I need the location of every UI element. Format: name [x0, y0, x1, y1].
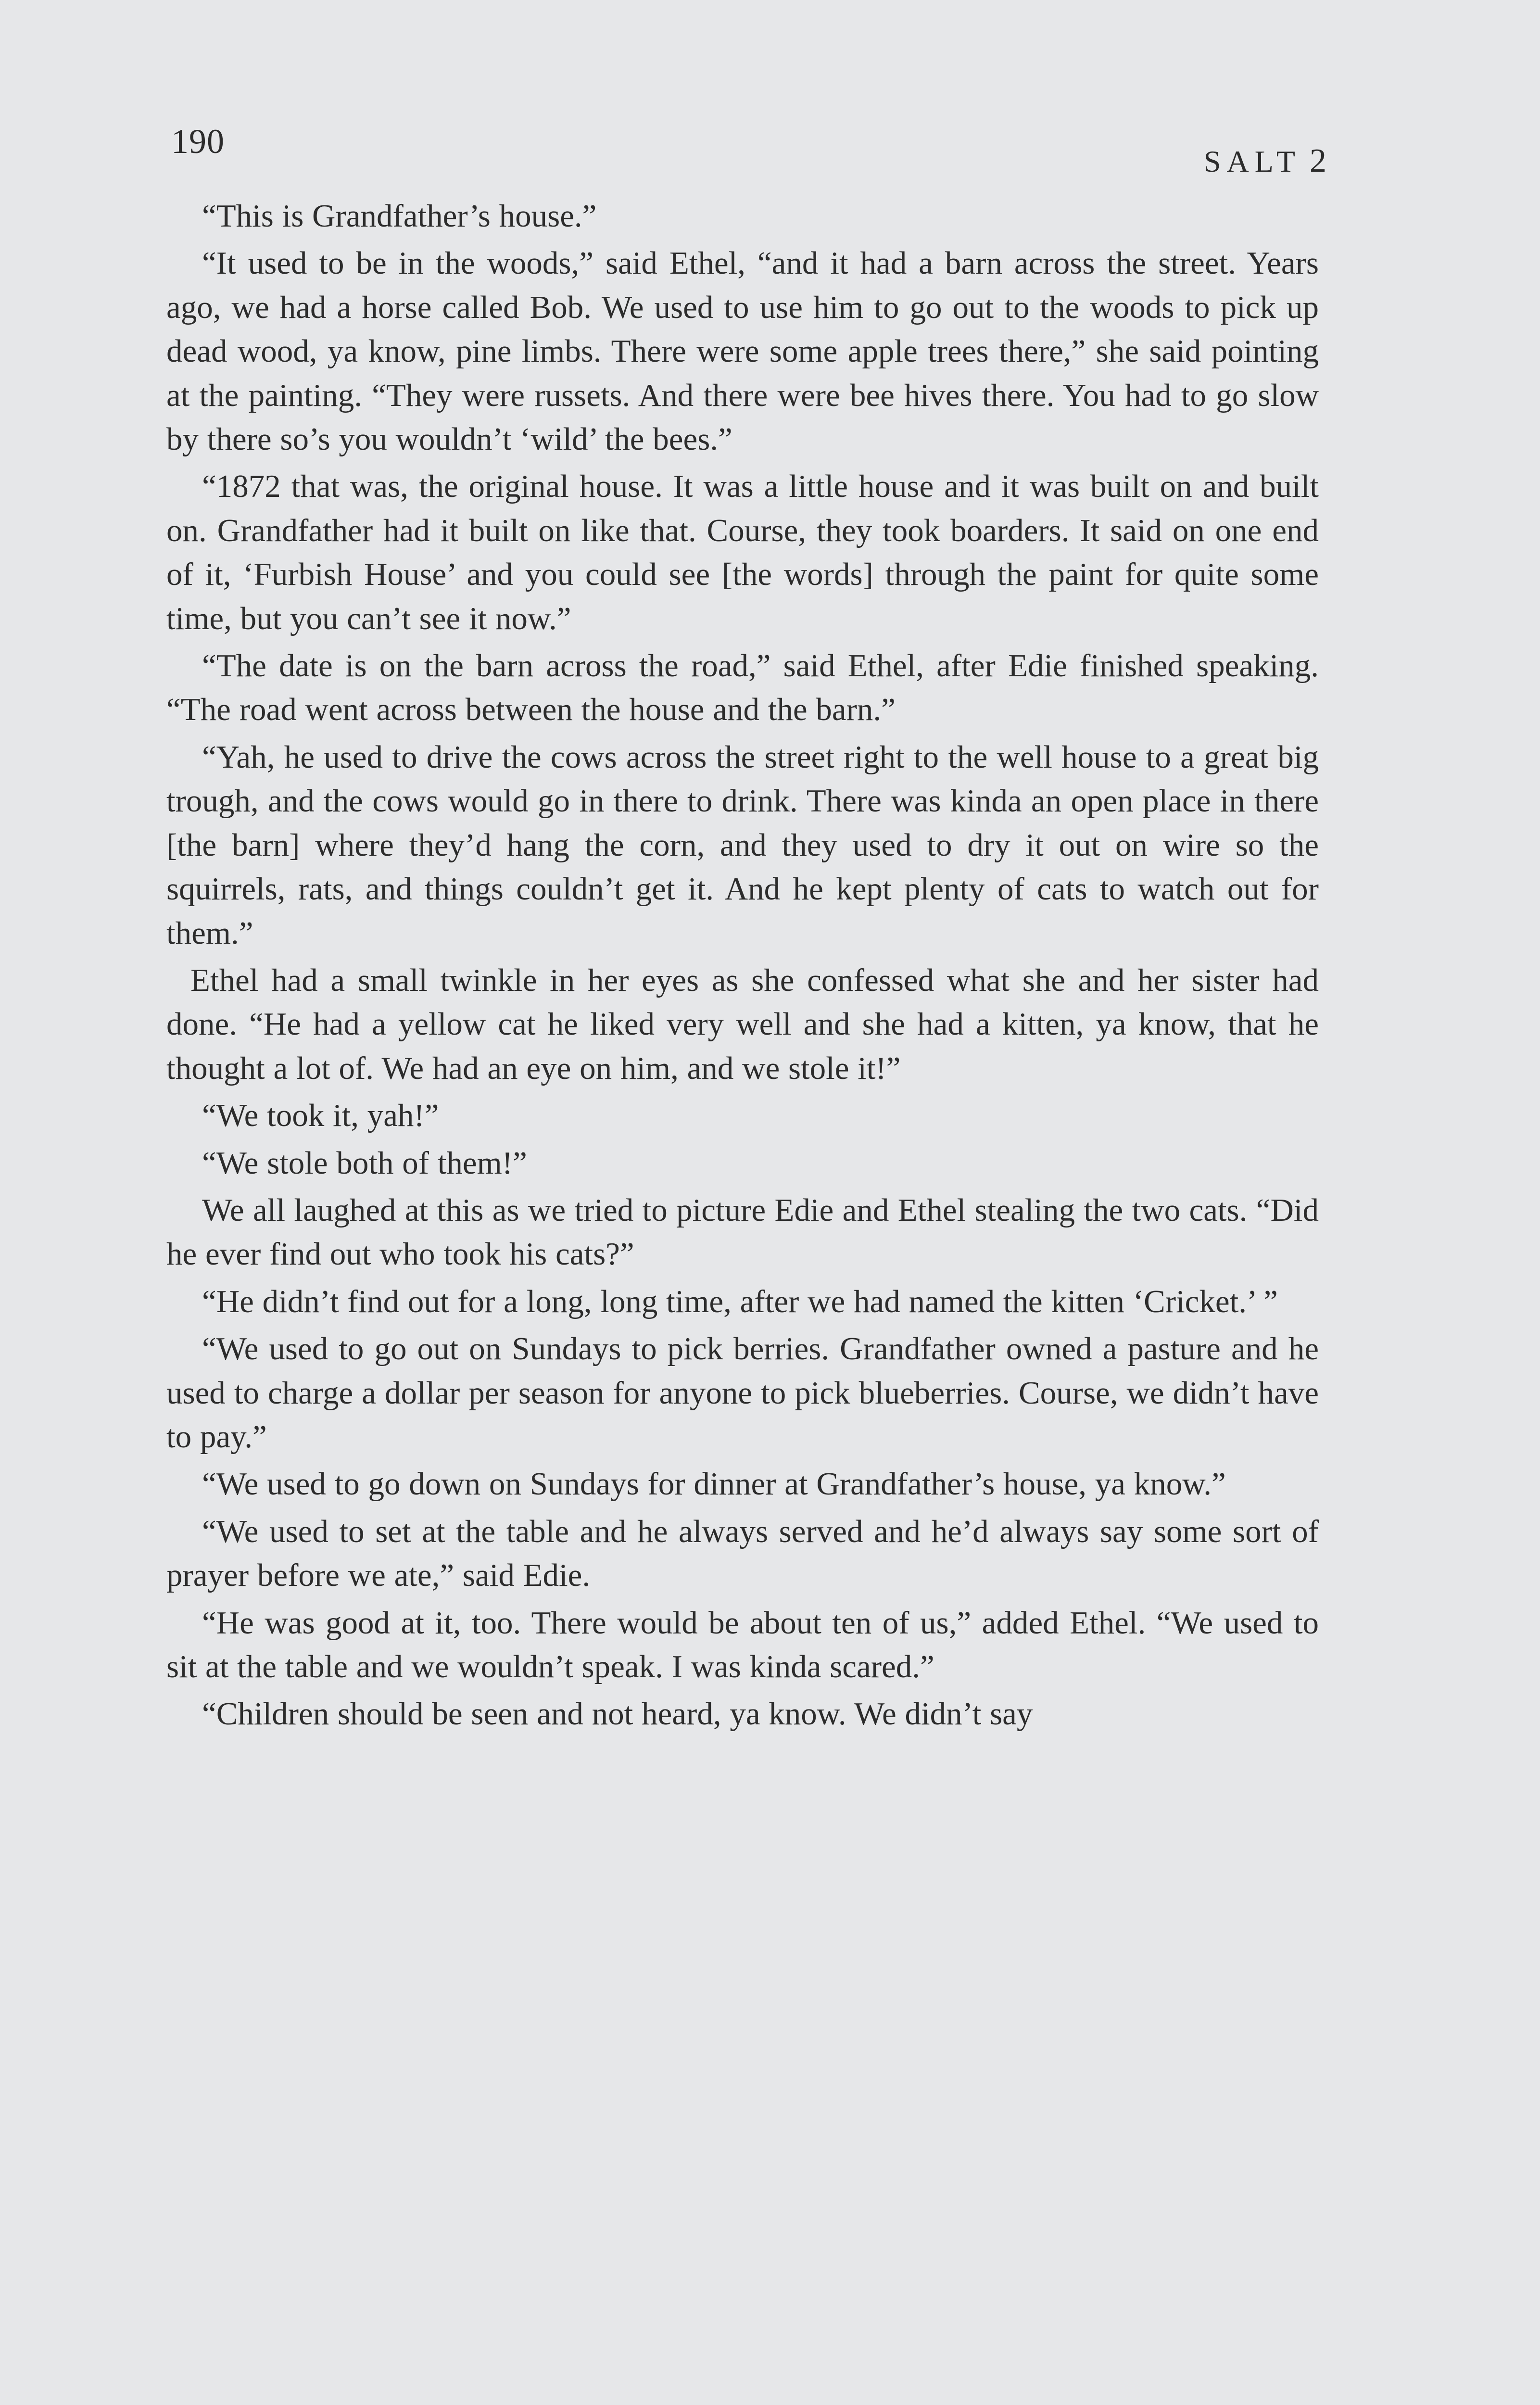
page-number: 190 — [171, 122, 225, 161]
paragraph-4: “The date is on the barn across the road,” said Ethel, after Edie finished speaking. “The road went across between the house and the barn.” — [166, 648, 1319, 728]
paragraph-7: “We took it, yah!” — [202, 1098, 439, 1134]
paragraph-2: “It used to be in the woods,” said Ethel, “and it had a barn across the street. Years ago, we had a horse called Bob. We used to use him to go out to the woods to pick up dead wood, ya know, pine limbs. There were some apple trees there,” she said pointing at the painting. “They were russets. And there were bee hives there. You had to go slow by there so’s you wouldn’t ‘wild’ the bees.” — [166, 245, 1319, 457]
body-text — [166, 194, 1319, 1740]
paragraph-1: “This is Grandfather’s house.” — [202, 198, 597, 234]
paragraph-12: “We used to go down on Sundays for dinner at Grandfather’s house, ya know.” — [202, 1466, 1226, 1502]
paragraph-11: “We used to go out on Sundays to pick berries. Grandfather owned a pasture and he used to charge a dollar per season for anyone to pick blueberries. Course, we didn’t have to pay.” — [166, 1331, 1319, 1455]
paragraph-8: “We stole both of them!” — [202, 1145, 527, 1181]
paragraph-13: “We used to set at the table and he always served and he’d always say some sort of prayer before we ate,” said Edie. — [166, 1513, 1319, 1594]
paragraph-15: “Children should be seen and not heard, ya know. We didn’t say — [202, 1696, 1033, 1732]
paragraph-9: We all laughed at this as we tried to picture Edie and Ethel stealing the two cats. “Did he ever find out who took his cats?” — [166, 1192, 1319, 1272]
running-head-title: SALT — [1203, 144, 1301, 178]
paragraph-3: “1872 that was, the original house. It was a little house and it was built on and built on. Grandfather had it built on like that. Course, they took boarders. It said on one end of it, ‘Furbish House’ and you could see [the words] through the paint for quite some time, but you can’t see it now.” — [166, 468, 1319, 636]
paragraph-14: “He was good at it, too. There would be about ten of us,” added Ethel. “We used to sit at the table and we wouldn’t speak. I was kinda scared.” — [166, 1605, 1319, 1684]
running-head — [1204, 144, 1326, 178]
paragraph-6: Ethel had a small twinkle in her eyes as she confessed what she and her sister had done. “He had a yellow cat he liked very well and she had a kitten, ya know, that he thought a lot of. We had an eye on him, and we stole it!” — [166, 962, 1319, 1086]
running-head-number: 2 — [1310, 142, 1326, 179]
paragraph-10: “He didn’t find out for a long, long time, after we had named the kitten ‘Cricket.’ ” — [202, 1283, 1278, 1319]
paragraph-5: “Yah, he used to drive the cows across the street right to the well house to a great big trough, and the cows would go in there to drink. There was kinda an open place in there [the barn] where they’d hang the corn, and they used to dry it out on wire so the squirrels, rats, and things couldn’t get it. And he kept plenty of cats to watch out for them.” — [166, 739, 1319, 951]
